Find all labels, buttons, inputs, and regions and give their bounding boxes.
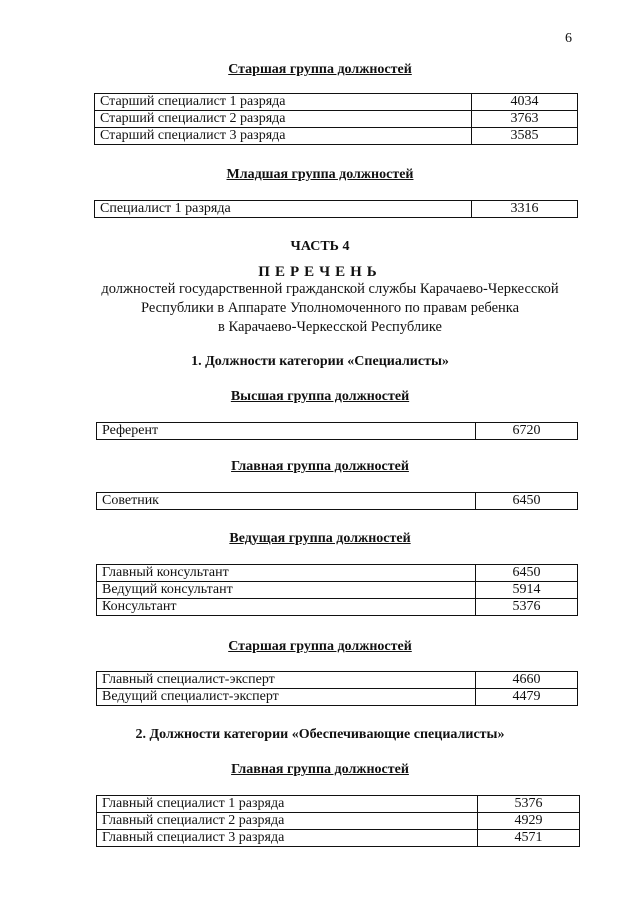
group-heading-highest: Высшая группа должностей <box>230 389 410 404</box>
table-row <box>97 565 578 582</box>
table-row <box>97 689 578 706</box>
salary-value: 3316 <box>472 201 578 218</box>
salary-value: 5914 <box>476 582 578 599</box>
positions-table-senior <box>94 93 578 145</box>
position-name: Консультант <box>97 599 476 616</box>
table-row <box>97 830 580 847</box>
group-heading-main: Главная группа должностей <box>231 459 409 474</box>
salary-value: 4660 <box>476 672 578 689</box>
position-name: Главный специалист-эксперт <box>97 672 476 689</box>
part-title: ЧАСТЬ 4 <box>290 239 350 254</box>
group-heading-junior: Младшая группа должностей <box>226 167 414 182</box>
salary-value: 4929 <box>478 813 580 830</box>
positions-table-main-support <box>96 795 580 847</box>
table-row <box>97 599 578 616</box>
position-name: Ведущий специалист-эксперт <box>97 689 476 706</box>
table-row <box>97 672 578 689</box>
salary-value: 5376 <box>476 599 578 616</box>
description-line: Республики в Аппарате Уполномоченного по правам ребенка <box>140 300 520 316</box>
description-line: должностей государственной гражданской службы Карачаево-Черкесской <box>101 281 559 297</box>
category-title-support-specialists: 2. Должности категории «Обеспечивающие специалисты» <box>135 727 505 742</box>
table-row <box>97 493 578 510</box>
salary-value: 6720 <box>476 423 578 440</box>
salary-value: 3763 <box>472 111 578 128</box>
group-heading-main-support: Главная группа должностей <box>231 762 409 777</box>
table-row <box>97 423 578 440</box>
table-row <box>95 94 578 111</box>
table-row <box>95 111 578 128</box>
table-row <box>97 796 580 813</box>
table-row <box>97 813 580 830</box>
group-heading-senior-experts: Старшая группа должностей <box>228 639 412 654</box>
salary-value: 5376 <box>478 796 580 813</box>
position-name: Главный специалист 2 разряда <box>97 813 478 830</box>
positions-table-main <box>96 492 578 510</box>
group-heading-leading: Ведущая группа должностей <box>229 531 411 546</box>
salary-value: 3585 <box>472 128 578 145</box>
position-name: Старший специалист 2 разряда <box>95 111 472 128</box>
position-name: Ведущий консультант <box>97 582 476 599</box>
table-row <box>97 582 578 599</box>
positions-table-highest <box>96 422 578 440</box>
salary-value: 6450 <box>476 565 578 582</box>
part-description <box>0 280 640 337</box>
category-title-specialists: 1. Должности категории «Специалисты» <box>191 354 449 369</box>
positions-table-junior <box>94 200 578 218</box>
position-name: Советник <box>97 493 476 510</box>
position-name: Референт <box>97 423 476 440</box>
position-name: Главный специалист 3 разряда <box>97 830 478 847</box>
position-name: Специалист 1 разряда <box>95 201 472 218</box>
description-line: в Карачаево-Черкесской Республике <box>218 319 442 335</box>
salary-value: 6450 <box>476 493 578 510</box>
positions-table-leading <box>96 564 578 616</box>
position-name: Главный консультант <box>97 565 476 582</box>
salary-value: 4571 <box>478 830 580 847</box>
salary-value: 4034 <box>472 94 578 111</box>
position-name: Главный специалист 1 разряда <box>97 796 478 813</box>
list-title: ПЕРЕЧЕНЬ <box>258 264 382 280</box>
position-name: Старший специалист 3 разряда <box>95 128 472 145</box>
position-name: Старший специалист 1 разряда <box>95 94 472 111</box>
group-heading-senior: Старшая группа должностей <box>228 62 412 77</box>
table-row <box>95 128 578 145</box>
page-number: 6 <box>565 31 572 46</box>
positions-table-senior-experts <box>96 671 578 706</box>
table-row <box>95 201 578 218</box>
salary-value: 4479 <box>476 689 578 706</box>
